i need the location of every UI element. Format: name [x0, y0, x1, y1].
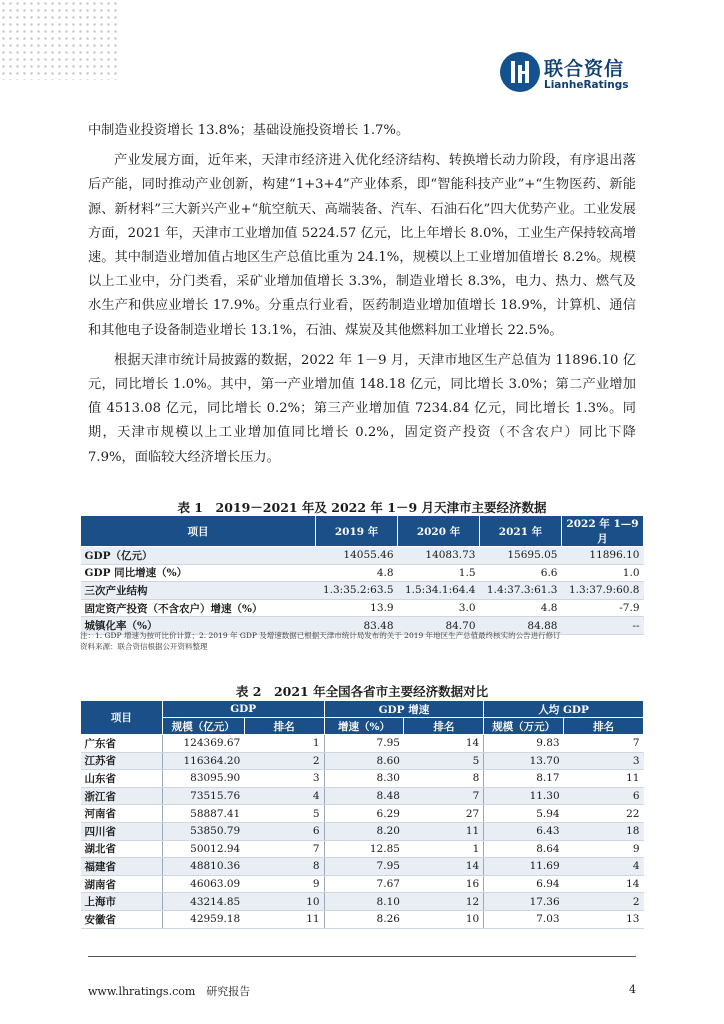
table1-note: 注：1. GDP 增速为按可比价计算；2. 2019 年 GDP 及增速数据已根据天津市统计局发布的关于 2019 年地区生产总值最终核实的公告进行修订 资料来源：联合资信根据公开资料整理	[80, 631, 561, 651]
table-cell: 7.95	[324, 735, 404, 753]
table2-subheader: 规模（万元）	[484, 718, 564, 735]
table-row	[81, 893, 644, 911]
table-cell: 11	[244, 910, 324, 928]
table-cell: 9	[564, 840, 644, 858]
table-cell: 11896.10	[561, 547, 643, 565]
table-cell: 13.70	[484, 752, 564, 770]
table2-subheader: 排名	[244, 718, 324, 735]
table-row	[81, 582, 644, 600]
table-cell: 4.8	[480, 599, 562, 617]
table-cell: 1.5	[398, 564, 480, 582]
table1-header: 项目	[81, 516, 316, 547]
table-cell: 43214.85	[162, 893, 244, 911]
table-cell: 3	[564, 752, 644, 770]
table-cell: 11	[564, 770, 644, 788]
table-cell: 22	[564, 805, 644, 823]
company-logo	[500, 52, 635, 96]
table-cell: 83095.90	[162, 770, 244, 788]
row-label: 浙江省	[81, 787, 163, 805]
table1-header-row	[81, 516, 644, 547]
table-cell: 83.48	[316, 617, 398, 635]
table-cell: 53850.79	[162, 822, 244, 840]
table-cell: -7.9	[561, 599, 643, 617]
table-cell: 11.30	[484, 787, 564, 805]
table-cell: 50012.94	[162, 840, 244, 858]
table-cell: 1.3:35.2:63.5	[316, 582, 398, 600]
table-cell: 58887.41	[162, 805, 244, 823]
table-cell: 13.9	[316, 599, 398, 617]
table-cell: 13	[564, 910, 644, 928]
table-cell: 6.29	[324, 805, 404, 823]
table1-header: 2021 年	[480, 516, 562, 547]
table-cell: 8.30	[324, 770, 404, 788]
row-label: 湖南省	[81, 875, 163, 893]
table2-subheader: 增速（%）	[324, 718, 404, 735]
table2-header: 项目	[81, 701, 163, 735]
table-cell: 6.6	[480, 564, 562, 582]
row-label: 广东省	[81, 735, 163, 753]
table-cell: 10	[244, 893, 324, 911]
table-cell: 1.4:37.3:61.3	[480, 582, 562, 600]
row-label: 三次产业结构	[81, 582, 316, 600]
table-cell: 18	[564, 822, 644, 840]
footer-site: www.lhratings.com 研究报告	[88, 985, 251, 998]
table-row	[81, 735, 644, 753]
table-cell: 1.5:34.1:64.4	[398, 582, 480, 600]
row-label: 城镇化率（%）	[81, 617, 316, 635]
table-cell: 1.3:37.9:60.8	[561, 582, 643, 600]
table-cell: 84.70	[398, 617, 480, 635]
table-cell: 2	[564, 893, 644, 911]
table-cell: 16	[404, 875, 484, 893]
table-cell: --	[561, 617, 643, 635]
table-cell: 6.43	[484, 822, 564, 840]
table2	[80, 700, 644, 929]
table-cell: 14	[404, 858, 484, 876]
table-cell: 7	[564, 735, 644, 753]
table1	[80, 515, 644, 635]
page-number: 4	[629, 983, 636, 996]
table-cell: 4.8	[316, 564, 398, 582]
table-cell: 2	[244, 752, 324, 770]
table-cell: 5.94	[484, 805, 564, 823]
table-cell: 4	[244, 787, 324, 805]
logo-text-cn: 联合资信	[544, 58, 625, 80]
table-cell: 42959.18	[162, 910, 244, 928]
table2-subheader: 排名	[564, 718, 644, 735]
table-cell: 8.48	[324, 787, 404, 805]
table-cell: 6.94	[484, 875, 564, 893]
table-cell: 14083.73	[398, 547, 480, 565]
row-label: 河南省	[81, 805, 163, 823]
table-cell: 14055.46	[316, 547, 398, 565]
table-cell: 8.60	[324, 752, 404, 770]
table-cell: 8.20	[324, 822, 404, 840]
footer-divider	[88, 956, 636, 957]
table-cell: 3	[244, 770, 324, 788]
table2-subheader: 规模（亿元）	[162, 718, 244, 735]
table-row	[81, 858, 644, 876]
table-cell: 7	[404, 787, 484, 805]
table-row	[81, 787, 644, 805]
row-label: 固定资产投资（不含农户）增速（%）	[81, 599, 316, 617]
paragraph-2: 产业发展方面，近年来，天津市经济进入优化经济结构、转换增长动力阶段，有序退出落后产能，同时推动产业创新，构建“1+3+4”产业体系，即“智能科技产业”+“生物医药、新能源、新材料”三大新兴产业+“航空航天、高端装备、汽车、石油石化”四大优势产业。工业发展方面，2021 年，天津市工业增加值 5224.57 亿元，比上年增长 8.0%，工业生产保持较高增速。其中制造业增加值占地区生产总值比重为 24.1%，规模以上工业增加值增长 8.2%。规模以上工业中，分门类看，采矿业增加值增长 3.3%，制造业增长 8.3%，电力、热力、燃气及水生产和供应业增长 17.9%。分重点行业看，医药制造业增加值增长 18.9%，计算机、通信和其他电子设备制造业增长 13.1%，石油、煤炭及其他燃料加工业增长 22.5%。	[88, 153, 636, 338]
table-cell: 1	[404, 840, 484, 858]
table-cell: 84.88	[480, 617, 562, 635]
table-cell: 7.67	[324, 875, 404, 893]
table-cell: 3.0	[398, 599, 480, 617]
table-cell: 8	[404, 770, 484, 788]
table-row	[81, 840, 644, 858]
table1-header: 2019 年	[316, 516, 398, 547]
row-label: 山东省	[81, 770, 163, 788]
table-cell: 10	[404, 910, 484, 928]
table2-header: GDP 增速	[324, 701, 484, 718]
row-label: 上海市	[81, 893, 163, 911]
table-row	[81, 752, 644, 770]
table-cell: 14	[404, 735, 484, 753]
row-label: GDP 同比增速（%）	[81, 564, 316, 582]
row-label: 四川省	[81, 822, 163, 840]
table-cell: 8.10	[324, 893, 404, 911]
row-label: GDP（亿元）	[81, 547, 316, 565]
table-cell: 1.0	[561, 564, 643, 582]
table-cell: 8	[244, 858, 324, 876]
table-cell: 116364.20	[162, 752, 244, 770]
table-cell: 7	[244, 840, 324, 858]
row-label: 江苏省	[81, 752, 163, 770]
table-cell: 14	[564, 875, 644, 893]
row-label: 安徽省	[81, 910, 163, 928]
row-label: 福建省	[81, 858, 163, 876]
table2-subheader: 排名	[404, 718, 484, 735]
table-cell: 124369.67	[162, 735, 244, 753]
header-dot-pattern	[0, 0, 120, 80]
table-row	[81, 547, 644, 565]
table-cell: 9	[244, 875, 324, 893]
body-text	[88, 119, 636, 470]
table-cell: 5	[404, 752, 484, 770]
table-row	[81, 910, 644, 928]
table-row	[81, 875, 644, 893]
table-cell: 8.26	[324, 910, 404, 928]
table-cell: 4	[564, 858, 644, 876]
table-cell: 8.64	[484, 840, 564, 858]
table-cell: 9.83	[484, 735, 564, 753]
table-cell: 15695.05	[480, 547, 562, 565]
table2-header: 人均 GDP	[484, 701, 644, 718]
table-cell: 6	[564, 787, 644, 805]
table-row	[81, 770, 644, 788]
table2-group-header-row	[81, 701, 644, 718]
table-cell: 46063.09	[162, 875, 244, 893]
table1-header: 2020 年	[398, 516, 480, 547]
row-label: 湖北省	[81, 840, 163, 858]
table-row	[81, 805, 644, 823]
table-row	[81, 822, 644, 840]
table-row	[81, 564, 644, 582]
table-cell: 7.95	[324, 858, 404, 876]
table2-sub-header-row	[81, 718, 644, 735]
table1-caption: 表 1 2019－2021 年及 2022 年 1－9 月天津市主要经济数据	[177, 500, 547, 515]
table-cell: 12	[404, 893, 484, 911]
table-cell: 11	[404, 822, 484, 840]
table-cell: 11.69	[484, 858, 564, 876]
table-cell: 27	[404, 805, 484, 823]
table-cell: 1	[244, 735, 324, 753]
paragraph-1: 中制造业投资增长 13.8%；基础设施投资增长 1.7%。	[88, 123, 410, 138]
table2-caption: 表 2 2021 年全国各省市主要经济数据对比	[235, 684, 489, 699]
logo-text-en: LianheRatings	[544, 79, 629, 91]
paragraph-3: 根据天津市统计局披露的数据，2022 年 1－9 月，天津市地区生产总值为 11896.10 亿元，同比增长 1.0%。其中，第一产业增加值 148.18 亿元，同比增长 3.0%；第二产业增加值 4513.08 亿元，同比增长 0.2%；第三产业增加值 7234.84 亿元，同比增长 1.3%。同期，天津市规模以上工业增加值同比增长 0.2%，固定资产投资（不含农户）同比下降 7.9%，面临较大经济增长压力。	[88, 352, 636, 465]
table-cell: 7.03	[484, 910, 564, 928]
table-cell: 8.17	[484, 770, 564, 788]
table-cell: 5	[244, 805, 324, 823]
table-cell: 73515.76	[162, 787, 244, 805]
table-cell: 48810.36	[162, 858, 244, 876]
table2-header: GDP	[162, 701, 324, 718]
table-row	[81, 599, 644, 617]
table-cell: 6	[244, 822, 324, 840]
logo-icon	[500, 52, 540, 92]
table-cell: 17.36	[484, 893, 564, 911]
table-cell: 12.85	[324, 840, 404, 858]
table1-header: 2022 年 1—9 月	[561, 516, 643, 547]
